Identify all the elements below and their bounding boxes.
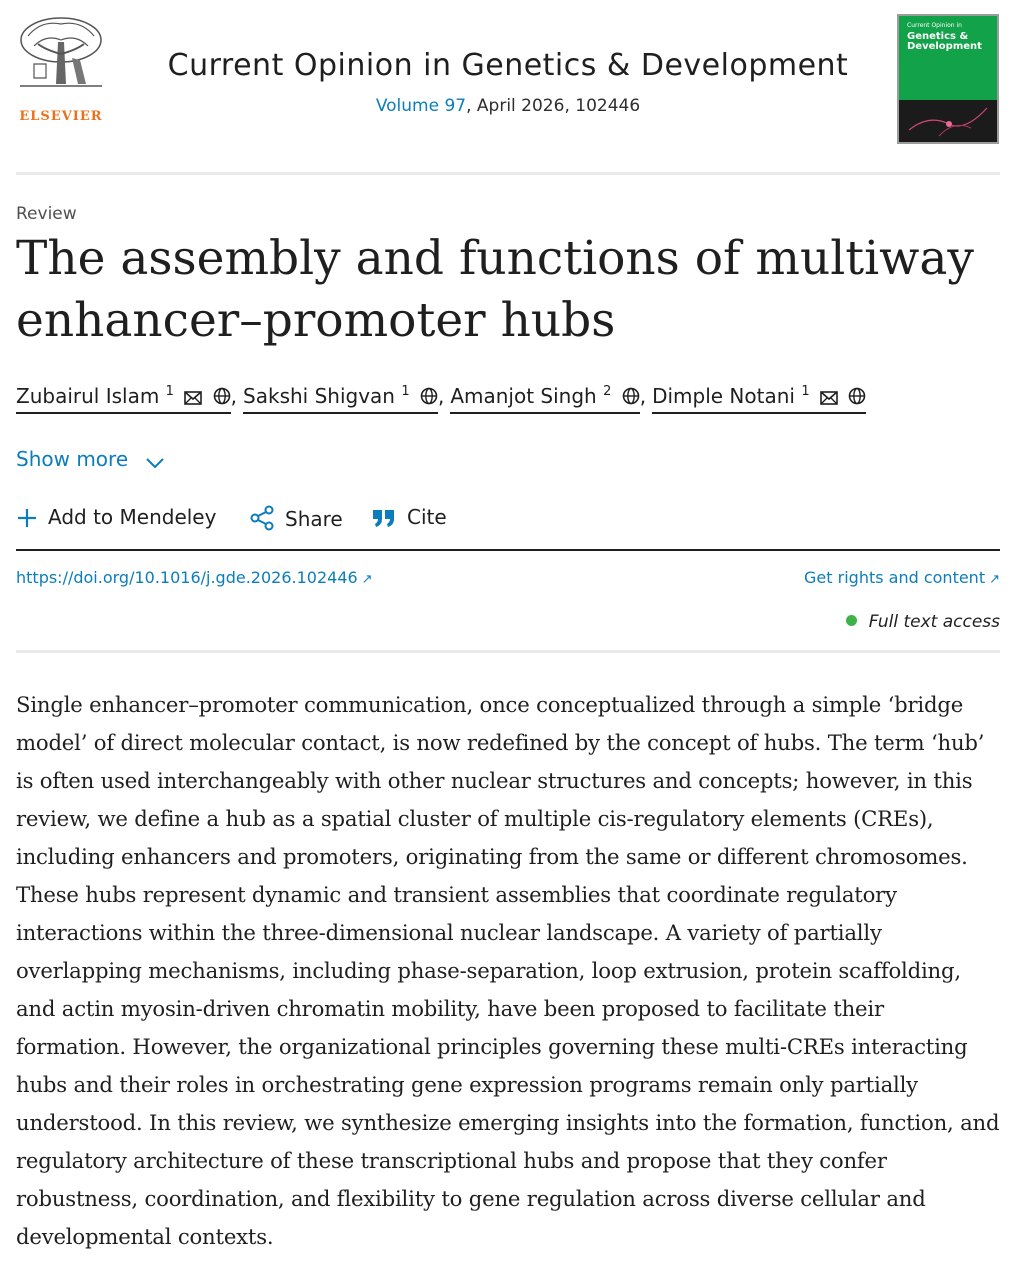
rights-text: Get rights and content xyxy=(804,568,986,587)
journal-issue-info xyxy=(16,96,1000,116)
author-link[interactable] xyxy=(652,384,866,414)
share-icon xyxy=(249,505,275,531)
globe-icon[interactable] xyxy=(622,386,640,410)
author-list: Zubairul Islam $^1$ , Sakshi Shigvan $^1$ , Amanjot Singh $^2$ , Dimple Notani $^1$ xyxy=(16,384,866,414)
journal-title[interactable]: Current Opinion in Genetics & Development xyxy=(167,48,849,83)
article-type: Review xyxy=(16,204,77,224)
issue-details: , April 2026, 102446 xyxy=(466,96,641,116)
cover-title: Genetics & Development xyxy=(907,31,982,52)
doi-text: https://doi.org/10.1016/j.gde.2026.102446 xyxy=(16,568,358,587)
author-name: Amanjot Singh xyxy=(450,384,597,408)
abstract-text: Single enhancer–promoter communication, once conceptualized through a simple ‘bridge model’ of direct molecular contact, is now redefined by the concept of hubs. The term ‘hub’ is often used interchangeably with other nuclear structures and concepts; however, in this review, we define a hub as a spatial cluster of multiple cis-regulatory elements (CREs), including enhancers and promoters, originating from the same or different chromosomes. These hubs represent dynamic and transient assemblies that coordinate regulatory interactions within the three-dimensional nuclear landscape. A variety of partially overlapping mechanisms, including phase-separation, loop extrusion, protein scaffolding, and actin myosin-driven chromatin mobility, have been proposed to facilitate their formation. However, the organizational principles governing these multi-CREs interacting hubs and their roles in orchestrating gene expression programs remain only partially understood. In this review, we synthesize emerging insights into the formation, function, and regulatory architecture of these transcriptional hubs and propose that they confer robustness, coordination, and flexibility to gene regulation across diverse cellular and developmental contexts. xyxy=(16,692,1000,1249)
share-label: Share xyxy=(285,507,343,531)
article-page xyxy=(16,0,1000,1249)
section-divider xyxy=(16,650,1000,653)
get-rights-link[interactable] xyxy=(804,568,1000,587)
globe-icon[interactable] xyxy=(213,386,231,410)
author-name: Dimple Notani xyxy=(652,384,795,408)
cite-button[interactable] xyxy=(371,505,447,529)
affiliation-marker: 1 xyxy=(801,384,810,399)
mendeley-label: Add to Mendeley xyxy=(48,505,217,529)
author-name: Zubairul Islam xyxy=(16,384,160,408)
affiliation-marker: 2 xyxy=(603,384,612,399)
access-label: Full text access xyxy=(868,612,1000,632)
plus-icon xyxy=(16,507,38,529)
external-link-icon: ↗ xyxy=(361,572,373,587)
show-more-label: Show more xyxy=(16,447,129,471)
cover-label: Current Opinion in xyxy=(907,22,962,29)
access-dot-icon xyxy=(846,615,857,626)
neuron-image-icon xyxy=(899,100,997,144)
author-link[interactable] xyxy=(16,384,231,414)
journal-cover[interactable] xyxy=(897,14,999,144)
publisher-name: ELSEVIER xyxy=(19,109,103,124)
author-name: Sakshi Shigvan xyxy=(243,384,395,408)
globe-icon[interactable] xyxy=(420,386,438,410)
cite-label: Cite xyxy=(407,505,447,529)
mail-icon[interactable] xyxy=(184,386,202,410)
author-link[interactable] xyxy=(450,384,639,414)
show-more-button[interactable] xyxy=(16,447,165,471)
article-actions-bar xyxy=(16,505,1000,551)
chevron-down-icon xyxy=(145,457,165,469)
globe-icon[interactable] xyxy=(848,386,866,410)
mail-icon[interactable] xyxy=(820,386,838,410)
affiliation-marker: 1 xyxy=(401,384,410,399)
external-link-icon: ↗ xyxy=(989,572,1000,587)
doi-link[interactable] xyxy=(16,568,373,587)
journal-header xyxy=(16,0,1000,175)
author-link[interactable] xyxy=(243,384,438,414)
access-status xyxy=(846,612,1000,632)
share-button[interactable] xyxy=(249,505,343,531)
article-title: The assembly and functions of multiway enhancer–promoter hubs xyxy=(16,231,974,348)
volume-link[interactable]: Volume 97 xyxy=(375,96,467,116)
add-to-mendeley-button[interactable] xyxy=(16,505,216,529)
quote-icon xyxy=(371,507,397,529)
affiliation-marker: 1 xyxy=(165,384,174,399)
cover-image xyxy=(899,100,997,144)
